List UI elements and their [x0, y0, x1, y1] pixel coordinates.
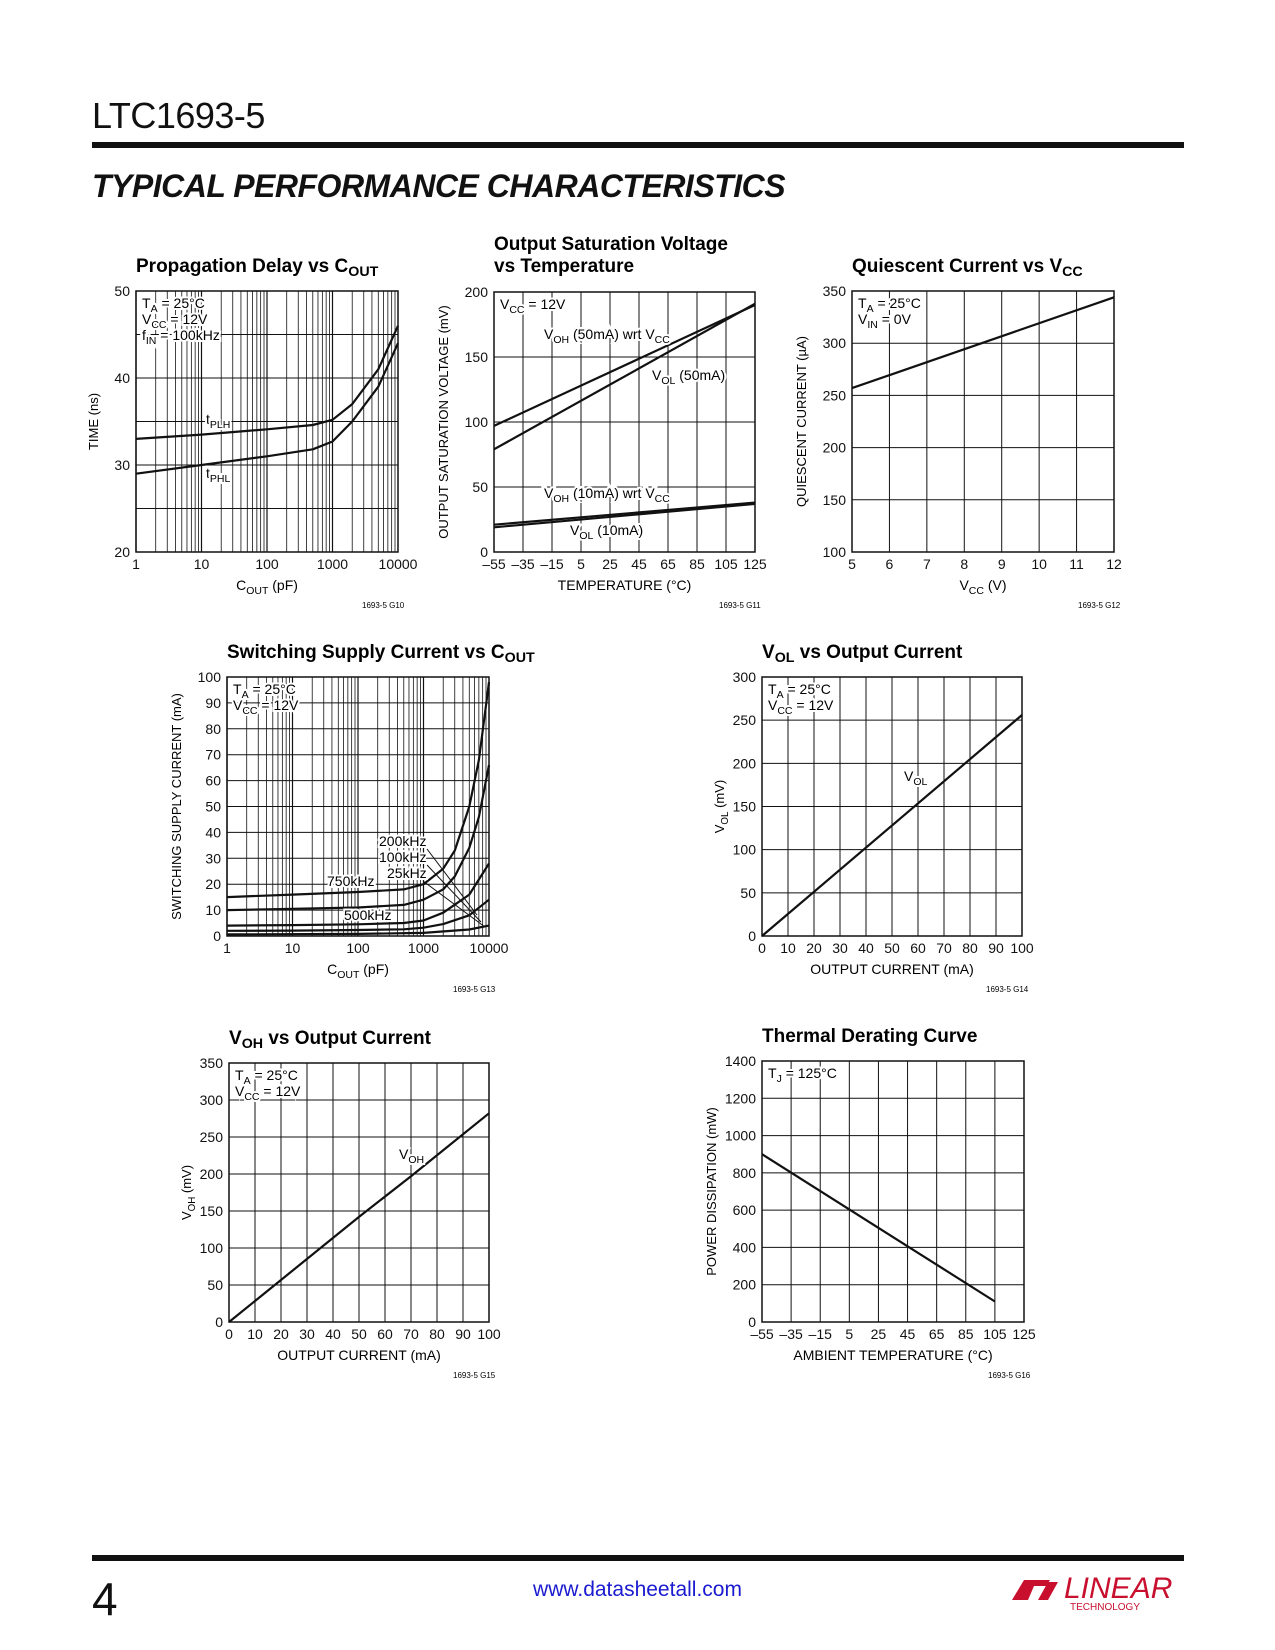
y-tick-label: 0 — [213, 928, 221, 944]
chart-title: Thermal Derating Curve — [762, 1026, 978, 1047]
x-tick-label: –55 — [750, 1326, 774, 1342]
figure-code: 1693-5 G12 — [1078, 601, 1121, 610]
y-tick-label: 50 — [114, 283, 130, 299]
condition-text: $V_{CC} = 12V$ — [233, 697, 299, 717]
x-tick-label: 90 — [455, 1326, 471, 1342]
x-tick-label: 105 — [983, 1326, 1007, 1342]
series-label: $V_{OH}$ (10mA) wrt $V_{CC}$ — [544, 485, 670, 505]
y-tick-label: 300 — [822, 335, 846, 352]
y-tick-label: 50 — [207, 1277, 223, 1293]
y-tick-label: 200 — [732, 755, 756, 772]
y-tick-label: 200 — [464, 284, 488, 300]
chart-g12 — [794, 256, 1122, 610]
y-tick-label: 150 — [464, 349, 488, 365]
series-label: $t_{PLH}$ — [206, 411, 231, 431]
x-tick-label: 85 — [957, 1326, 974, 1342]
y-tick-label: 200 — [732, 1276, 756, 1293]
y-axis-label: SWITCHING SUPPLY CURRENT (mA) — [169, 693, 184, 920]
y-tick-label: 600 — [732, 1202, 756, 1219]
y-tick-label: 50 — [472, 479, 488, 495]
x-tick-label: 100 — [1010, 940, 1034, 956]
figure-code: 1693-5 G16 — [988, 1371, 1031, 1380]
x-tick-label: 40 — [858, 940, 874, 956]
y-tick-label: 150 — [822, 491, 846, 508]
y-tick-label: 100 — [199, 1240, 223, 1256]
chart-title: Propagation Delay vs $C_{OUT}$ — [136, 256, 379, 280]
y-tick-label: 1000 — [724, 1127, 756, 1144]
y-tick-label: 350 — [199, 1055, 223, 1071]
condition-text: $T_A = 25^\circ C$ — [768, 681, 831, 701]
y-tick-label: 300 — [732, 669, 756, 685]
y-axis-label: $V_{OL}$ (mV) — [712, 779, 731, 834]
x-tick-label: 60 — [910, 940, 926, 956]
chart-title-line2: vs Temperature — [494, 256, 635, 277]
series-label: 750kHz — [327, 873, 375, 889]
y-tick-label: 50 — [205, 798, 221, 815]
y-tick-label: 0 — [748, 1314, 756, 1330]
x-tick-label: 100 — [477, 1326, 501, 1342]
x-tick-label: 80 — [962, 940, 978, 956]
y-tick-label: 350 — [822, 283, 846, 299]
series-label: 200kHz — [379, 833, 427, 849]
x-tick-label: –15 — [540, 556, 564, 572]
condition-text: $V_{CC} = 12V$ — [768, 697, 834, 717]
series-label: 500kHz — [344, 907, 392, 923]
chart-g10 — [86, 256, 418, 610]
chart-title: $V_{OL}$ vs Output Current — [762, 642, 963, 666]
y-tick-label: 40 — [114, 370, 130, 386]
x-tick-label: 10 — [284, 940, 301, 956]
y-tick-label: 10 — [205, 902, 221, 919]
x-axis-label: $C_{OUT}$ (pF) — [327, 961, 389, 981]
y-tick-label: 0 — [748, 928, 756, 944]
footer-link[interactable]: www.datasheetall.com — [533, 1578, 742, 1601]
x-axis-label: OUTPUT CURRENT (mA) — [810, 961, 974, 977]
x-tick-label: –35 — [511, 556, 535, 572]
y-tick-label: 0 — [480, 544, 488, 560]
footer-rule — [92, 1555, 1184, 1561]
x-tick-label: 40 — [325, 1326, 341, 1342]
y-tick-label: 30 — [205, 850, 221, 867]
plot-frame — [762, 1061, 1024, 1322]
condition-text: $T_A = 25^\circ C$ — [142, 295, 205, 315]
chart-g14 — [712, 642, 1034, 994]
y-axis-label: $V_{OH}$ (mV) — [179, 1164, 198, 1221]
series-label: $t_{PHL}$ — [206, 465, 231, 485]
x-tick-label: –35 — [779, 1326, 803, 1342]
x-tick-label: 10 — [247, 1326, 263, 1342]
x-tick-label: 25 — [602, 556, 618, 572]
logo-subtext: TECHNOLOGY — [1070, 1602, 1141, 1613]
x-tick-label: 65 — [928, 1326, 945, 1342]
y-axis-label: QUIESCENT CURRENT (µA) — [794, 336, 809, 507]
condition-text: $T_A = 25^\circ C$ — [858, 295, 921, 315]
x-tick-label: 0 — [225, 1326, 233, 1342]
grid — [762, 1061, 1024, 1322]
y-tick-label: 1200 — [724, 1090, 756, 1107]
x-tick-label: 10 — [780, 940, 796, 956]
chart-g15 — [179, 1028, 501, 1380]
x-tick-label: 10 — [1031, 556, 1047, 572]
y-tick-label: 250 — [822, 387, 846, 404]
x-tick-label: 10000 — [469, 940, 509, 956]
y-tick-label: 100 — [822, 544, 846, 560]
series-label: $V_{OL}$ — [904, 768, 928, 788]
x-tick-label: 70 — [403, 1326, 419, 1342]
x-tick-label: 45 — [631, 556, 647, 572]
series-line — [494, 305, 755, 426]
chart-g13 — [169, 642, 535, 994]
x-tick-label: 50 — [884, 940, 900, 956]
y-tick-label: 200 — [822, 439, 846, 456]
x-tick-label: 10 — [193, 556, 210, 572]
chart-title: Output Saturation Voltage — [494, 234, 728, 255]
y-tick-label: 50 — [740, 884, 756, 901]
x-tick-label: 1000 — [316, 556, 349, 572]
x-tick-label: 6 — [885, 556, 894, 572]
grid — [852, 291, 1114, 552]
x-tick-label: 125 — [743, 556, 767, 572]
x-tick-label: 100 — [255, 556, 279, 572]
y-tick-label: 400 — [732, 1239, 756, 1256]
y-tick-label: 20 — [114, 544, 130, 560]
y-tick-label: 150 — [199, 1203, 223, 1219]
figure-code: 1693-5 G10 — [362, 601, 405, 610]
figure-code: 1693-5 G14 — [986, 985, 1029, 994]
x-tick-label: 5 — [577, 556, 585, 572]
section-title: TYPICAL PERFORMANCE CHARACTERISTICS — [92, 168, 786, 204]
part-number: LTC1693-5 — [92, 95, 265, 136]
condition-text: $f_{IN} = 100kHz$ — [142, 327, 220, 347]
x-tick-label: 50 — [351, 1326, 367, 1342]
x-tick-label: 90 — [988, 940, 1004, 956]
y-tick-label: 20 — [205, 876, 221, 893]
x-tick-label: 45 — [899, 1326, 916, 1342]
logo-text: LINEAR — [1064, 1572, 1173, 1605]
condition-text: $V_{CC} = 12V$ — [142, 311, 208, 331]
chart-title: Switching Supply Current vs $C_{OUT}$ — [227, 642, 535, 666]
chart-g11 — [436, 234, 767, 610]
y-tick-label: 1400 — [724, 1053, 756, 1069]
y-tick-label: 200 — [199, 1166, 223, 1182]
series-label: $V_{OH}$ — [399, 1146, 425, 1166]
y-tick-label: 60 — [205, 772, 221, 789]
x-tick-label: 1 — [223, 940, 231, 956]
x-tick-label: 85 — [689, 556, 705, 572]
x-axis-label: AMBIENT TEMPERATURE (°C) — [793, 1347, 993, 1363]
condition-text: $V_{CC} = 12V$ — [500, 296, 566, 316]
x-tick-label: 11 — [1069, 556, 1084, 572]
series-label: 25kHz — [387, 865, 427, 881]
y-tick-label: 100 — [732, 841, 756, 858]
figure-code: 1693-5 G13 — [453, 985, 496, 994]
x-tick-label: 12 — [1106, 556, 1122, 572]
x-tick-label: 8 — [960, 556, 969, 572]
x-tick-label: 20 — [273, 1326, 289, 1342]
figure-code: 1693-5 G11 — [719, 601, 761, 610]
x-tick-label: 1 — [132, 556, 140, 572]
x-axis-label: $C_{OUT}$ (pF) — [236, 577, 298, 597]
x-tick-label: 30 — [832, 940, 848, 956]
figure-code: 1693-5 G15 — [453, 1371, 496, 1380]
y-axis-label: TIME (ns) — [86, 392, 101, 451]
chart-g16 — [704, 1026, 1036, 1380]
condition-text: $T_A = 25^\circ C$ — [235, 1067, 298, 1087]
series-label: $V_{OL}$ (10mA) — [570, 522, 644, 542]
x-tick-label: –15 — [808, 1326, 832, 1342]
y-tick-label: 300 — [199, 1092, 223, 1108]
chart-title: $V_{OH}$ vs Output Current — [229, 1028, 431, 1052]
x-tick-label: 20 — [806, 940, 822, 956]
y-tick-label: 0 — [215, 1314, 223, 1330]
x-tick-label: 9 — [997, 556, 1006, 572]
grid — [227, 677, 489, 936]
condition-text: $V_{IN} = 0V$ — [858, 311, 911, 331]
x-tick-label: 5 — [848, 556, 856, 572]
y-tick-label: 250 — [199, 1129, 223, 1145]
y-axis-label: OUTPUT SATURATION VOLTAGE (mV) — [436, 305, 451, 539]
x-tick-label: 80 — [429, 1326, 445, 1342]
y-tick-label: 90 — [205, 694, 221, 711]
series-label: $V_{OL}$ (50mA) — [652, 367, 726, 387]
y-tick-label: 30 — [114, 457, 130, 473]
linear-technology-logo — [1010, 1568, 1185, 1618]
series-label: 100kHz — [379, 849, 427, 865]
y-tick-label: 100 — [197, 669, 221, 685]
x-tick-label: 100 — [346, 940, 370, 956]
condition-text: $V_{CC} = 12V$ — [235, 1083, 301, 1103]
x-tick-label: 125 — [1012, 1326, 1036, 1342]
chart-title: Quiescent Current vs $V_{CC}$ — [852, 256, 1083, 280]
condition-text: $T_J = 125^\circ C$ — [768, 1065, 837, 1085]
x-tick-label: 7 — [922, 556, 931, 572]
y-axis-label: POWER DISSIPATION (mW) — [704, 1107, 719, 1276]
series-label: $V_{OH}$ (50mA) wrt $V_{CC}$ — [544, 326, 670, 346]
x-tick-label: 30 — [299, 1326, 315, 1342]
y-tick-label: 70 — [205, 746, 221, 763]
x-tick-label: 60 — [377, 1326, 393, 1342]
x-tick-label: 1000 — [407, 940, 440, 956]
y-tick-label: 150 — [732, 798, 756, 815]
x-tick-label: 0 — [758, 940, 766, 956]
y-tick-label: 250 — [732, 712, 756, 729]
condition-text: $T_A = 25^\circ C$ — [233, 681, 296, 701]
x-axis-label: TEMPERATURE (°C) — [557, 577, 692, 593]
x-tick-label: 70 — [936, 940, 952, 956]
x-tick-label: 105 — [714, 556, 738, 572]
y-tick-label: 80 — [205, 720, 221, 737]
y-tick-label: 40 — [205, 824, 221, 841]
y-tick-label: 100 — [464, 414, 488, 430]
x-tick-label: 25 — [870, 1326, 887, 1342]
x-tick-label: –55 — [482, 556, 506, 572]
x-axis-label: $V_{CC}$ (V) — [959, 577, 1007, 597]
y-tick-label: 800 — [732, 1164, 756, 1181]
x-tick-label: 65 — [660, 556, 676, 572]
page-number: 4 — [92, 1573, 118, 1625]
x-axis-label: OUTPUT CURRENT (mA) — [277, 1347, 441, 1363]
plot-frame — [852, 291, 1114, 552]
x-tick-label: 10000 — [378, 556, 418, 572]
grid — [762, 677, 1022, 936]
grid — [229, 1063, 489, 1322]
logo-mark-icon — [1012, 1580, 1058, 1600]
x-tick-label: 5 — [845, 1326, 854, 1342]
